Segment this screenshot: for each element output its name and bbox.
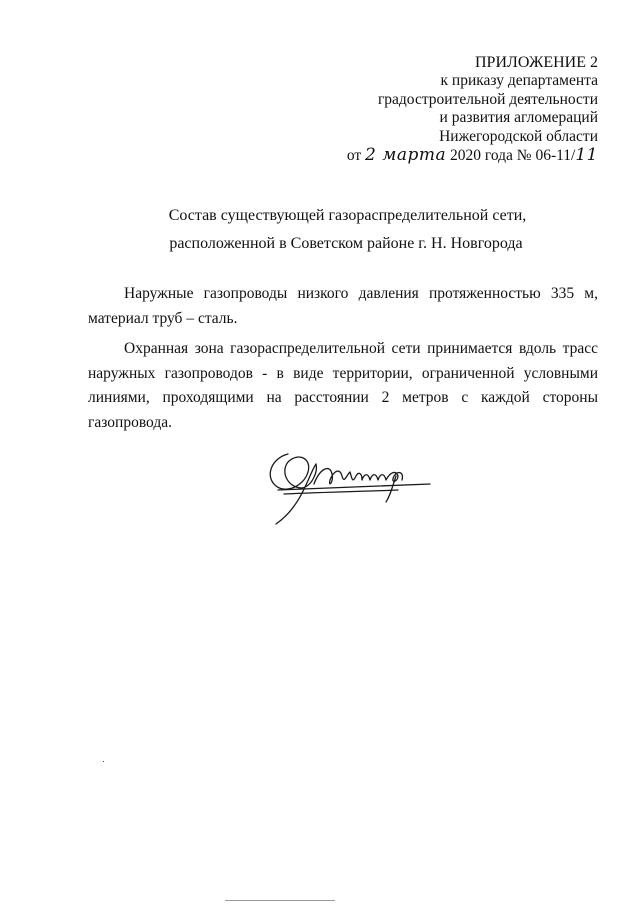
footer-rule [225,900,335,901]
annex-agglomeration-line: и развития агломераций [439,109,598,127]
document-title [0,202,640,258]
scan-speck [103,761,104,762]
handwritten-date: 2 марта [365,145,447,166]
annex-region-line: Нижегородской области [439,127,598,145]
handwritten-order-number: 11 [575,145,598,166]
date-prefix: от [346,147,362,165]
title-line-2: расположенной в Советском районе г. Н. Новгорода [169,235,523,252]
signature-icon [258,446,438,528]
annex-order-line: к приказу департамента [440,72,598,90]
title-line-1: Состав существующей газораспределительной сети, [168,207,527,224]
annex-department-line: градостроительной деятельности [377,90,598,108]
document-body [88,282,598,436]
date-suffix: 2020 года № 06-11/ [450,147,576,165]
paragraph-pipelines: Наружные газопроводы низкого давления протяженностью 335 м, материал труб – сталь. [88,285,598,327]
annex-date-line [347,146,598,165]
annex-header [347,54,598,165]
paragraph-protection-zone: Охранная зона газораспределительной сети принимается вдоль трасс наружных газопроводов - в виде территории, ограниченной условными линиями, проходящими на расстоянии 2 метров с каждой стороны газопровода. [88,340,598,431]
annex-title: ПРИЛОЖЕНИЕ 2 [474,54,598,71]
